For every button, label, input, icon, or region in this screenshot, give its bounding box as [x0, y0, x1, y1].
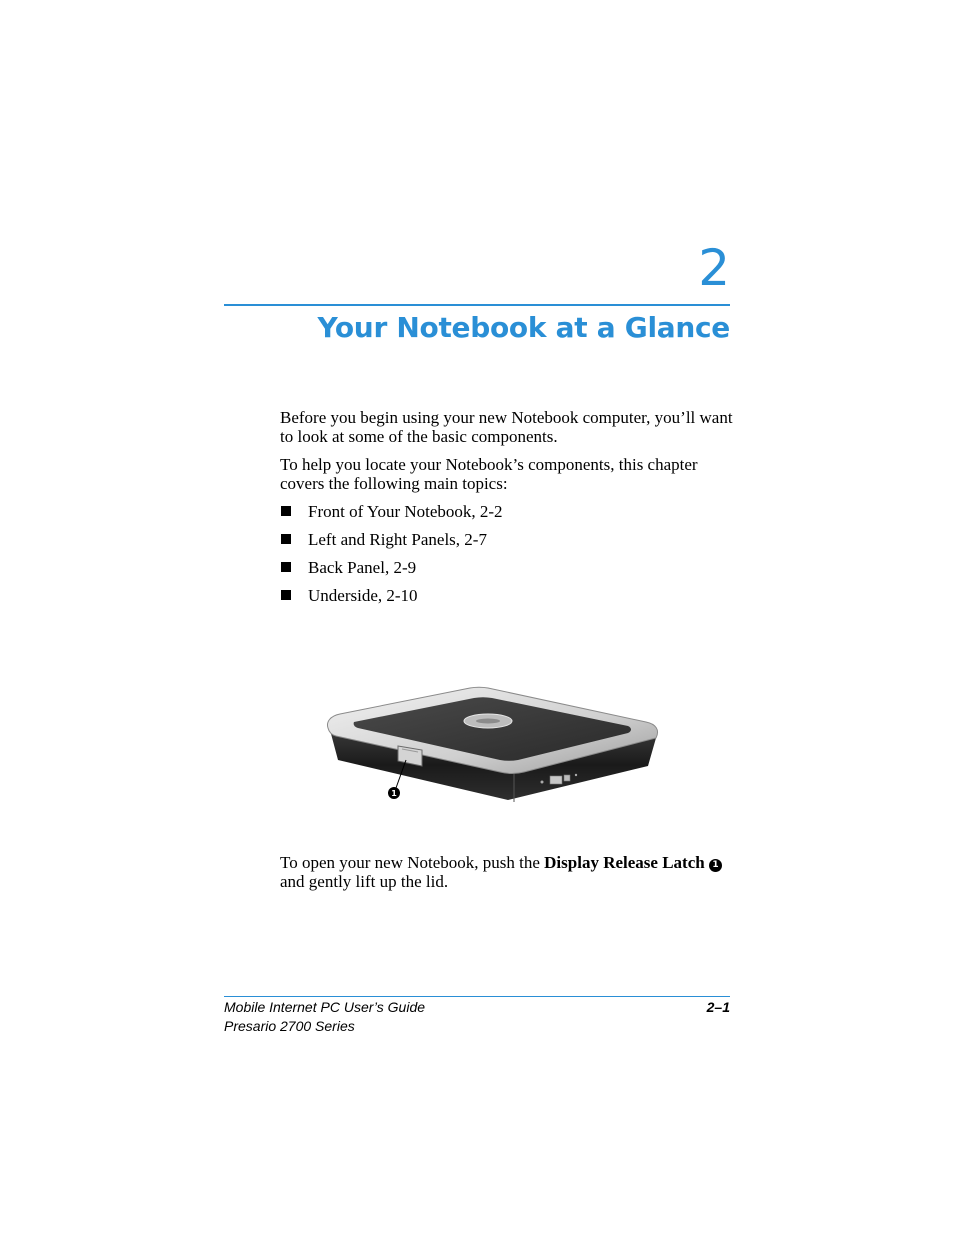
topic-label: Front of Your Notebook, 2-2	[308, 502, 503, 521]
chapter-title: Your Notebook at a Glance	[317, 311, 730, 344]
intro-paragraph: Before you begin using your new Notebook computer, you’ll want to look at some of the basic components.	[280, 408, 733, 446]
list-item	[280, 558, 740, 586]
instruction-paragraph	[280, 853, 740, 891]
topic-label: Back Panel, 2-9	[308, 558, 417, 577]
square-bullet-icon	[281, 590, 291, 600]
topic-label: Underside, 2-10	[308, 586, 418, 605]
chapter-number: 2	[698, 239, 730, 297]
page-number: 2–1	[706, 999, 730, 1015]
notebook-illustration	[318, 618, 662, 838]
topic-label: Left and Right Panels, 2-7	[308, 530, 487, 549]
footer-info	[224, 998, 425, 1036]
list-item	[280, 502, 740, 530]
callout-marker: 1	[709, 859, 722, 872]
square-bullet-icon	[281, 506, 291, 516]
instruction-text-before: To open your new Notebook, push the	[280, 853, 545, 872]
footer-rule	[224, 996, 730, 997]
series-name: Presario 2700 Series	[224, 1018, 355, 1034]
callout-label: 1	[391, 789, 397, 798]
topics-list	[280, 502, 740, 614]
list-item	[280, 586, 740, 614]
guide-title: Mobile Internet PC User’s Guide	[224, 999, 426, 1015]
square-bullet-icon	[281, 534, 291, 544]
closed-notebook-icon	[318, 618, 662, 838]
square-bullet-icon	[281, 562, 291, 572]
topics-intro-paragraph: To help you locate your Notebook’s components, this chapter covers the following main topics:	[280, 455, 698, 493]
display-release-latch-term: Display Release Latch	[544, 853, 705, 872]
list-item	[280, 530, 740, 558]
instruction-text-after: and gently lift up the lid.	[280, 872, 449, 891]
header-rule	[224, 304, 730, 306]
